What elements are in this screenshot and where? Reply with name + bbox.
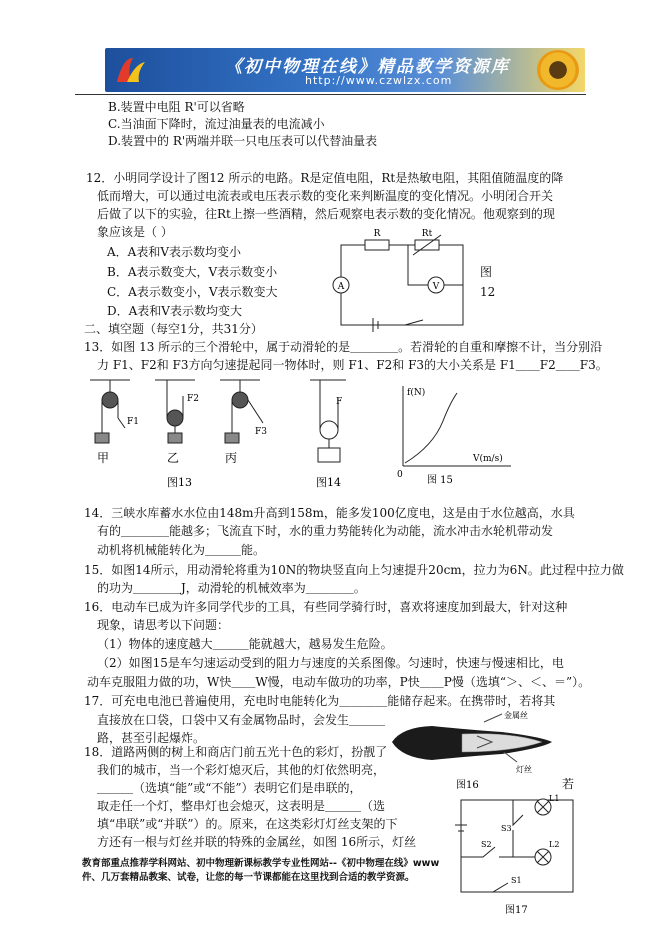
section-heading: 二、填空题（每空1分，共31分） [84,322,263,336]
q18-line: 填“串联”或“并联”）的。原来，在这类彩灯灯丝支架的下 [97,817,398,831]
sunflower-icon [537,50,579,90]
ammeter-label: A [337,282,345,292]
fig15-ylabel: f(N) [407,388,426,398]
fig15-caption: 图 15 [427,475,453,486]
q15-line: 的功为＿＿＿＿J，动滑轮的机械效率为＿＿＿＿。 [97,581,366,595]
q12-line: 象应该是（ ） [97,225,173,239]
fig13-yi: 乙 [167,451,180,465]
figure-16-bulb [392,711,575,791]
fig15-xlabel: V(m/s) [473,454,503,464]
fig13-jia: 甲 [97,451,110,465]
fig16-wire-label: 金属丝 [504,711,528,720]
q18-line: 取走任一个灯，整串灯也会熄灭，这表明是＿＿＿（选 [97,799,386,813]
q14-line: 动机将机械能转化为＿＿＿能。 [97,543,266,557]
banner-url[interactable]: http://www.czwlzx.com [305,74,453,87]
fig13-F1-label: F1 [127,417,139,427]
q17-line: 直接放在口袋，口袋中又有金属物品时，会发生＿＿＿ [97,713,386,727]
voltmeter-label: V [432,282,440,292]
q12-line: 12．小明同学设计了图12 所示的电路。R是定值电阻，Rt是热敏电阻，其阻值随温度的降 [86,171,564,185]
fig13-caption: 图13 [167,476,192,489]
fig16-side-text: 若 [562,777,575,791]
q12-option-b: B．A表示数变大，V表示数变小 [107,265,278,279]
fig17-S3-label: S3 [501,824,512,833]
fig13-F2-label: F2 [187,394,199,404]
figure-15-graph [393,381,523,486]
fig17-caption: 图17 [505,905,528,916]
fig16-filament-label: 灯丝 [516,765,532,774]
q12-option-d: D．A表和V表示数均变大 [107,304,242,318]
q16-line: 现象，请思考以下问题： [97,618,230,632]
q16-line: 动车克服阻力做的功，W快＿＿W慢，电动车做功的功率，P快＿＿P慢（选填“＞、＜、＝”）。 [87,675,591,689]
q14-line: 14．三峡水库蓄水水位由148m升高到158m，能多发100亿度电，这是由于水位越高，水具 [84,506,575,520]
q12-option-a: A．A表和V表示数均变小 [107,245,241,259]
q18-line: 18．道路两侧的树上和商店门前五光十色的彩灯，扮靓了 [84,745,388,759]
q13-line: 13．如图 13 所示的三个滑轮中，属于动滑轮的是＿＿＿＿。若滑轮的自重和摩擦不计，当分别沿 [84,340,603,354]
q18-line: 方还有一根与灯丝并联的特殊的金属丝，如图 16所示，灯丝 [97,835,417,849]
q12-option-c: C．A表示数变小，V表示数变大 [107,285,278,299]
fig14-F-label: F [336,397,343,407]
q18-line: 我们的城市，当一个彩灯熄灭后，其他的灯依然明亮， [97,763,386,777]
fig13-F3-label: F3 [255,427,267,437]
fig14-caption: 图14 [316,476,341,489]
q11-option-c: C.当油面下降时，流过油量表的电流减小 [108,117,325,131]
figure-17-circuit [453,795,583,920]
q12-line: 低而增大，可以通过电流表或电压表示数的变化来判断温度的变化情况。小明闭合开关 [97,189,554,203]
fig15-origin: 0 [397,470,403,480]
figure-14-pulley [308,378,358,488]
header-rule [75,94,586,95]
fig16-caption: 图16 [456,780,479,791]
q18-line: ＿＿＿（选填“能”或“不能”）表明它们是串联的， [97,781,362,795]
fig17-L2-label: L2 [549,840,560,849]
fig13-bing: 丙 [225,451,238,465]
q11-option-d: D.装置中的 R'两端并联一只电压表可以代替油量表 [108,134,378,148]
header-banner [105,48,585,92]
fig12-caption: 图 [480,265,493,279]
fig17-S1-label: S1 [511,876,522,885]
footer-line: 教育部重点推荐学科网站、初中物理新课标教学专业性网站--《初中物理在线》www [82,858,440,869]
q17-line: 17．可充电电池已普遍使用，充电时电能转化为＿＿＿＿能储存起来。在携带时，若将其 [84,694,556,708]
banner-title: 《初中物理在线》精品教学资源库 [225,57,510,77]
q17-line: 路，甚至引起爆炸。 [97,731,206,745]
fig12-R-label: R [373,229,381,239]
figure-12-circuit [333,225,473,330]
q15-line: 15．如图14所示，用动滑轮将重为10N的物块竖直向上匀速提升20cm，拉力为6N。此过程中拉力做 [84,563,624,577]
q14-line: 有的＿＿＿＿能越多；飞流直下时，水的重力势能转化为动能，流水冲击水轮机带动发 [97,524,554,538]
fig12-caption: 12 [480,285,496,299]
footer-line: 件、几万套精品教案、试卷，让您的每一节课都能在这里找到合适的教学资源。 [82,872,415,883]
site-logo-icon [113,54,149,86]
fig17-L1-label: L1 [549,794,560,803]
q12-line: 后做了以下的实验，往Rt上擦一些酒精，然后观察电表示数的变化情况。他观察到的现 [97,207,555,221]
q16-line: （2）如图15是车匀速运动受到的阻力与速度的关系图像。匀速时，快速与慢速相比，电 [97,656,564,670]
q11-option-b: B.装置中电阻 R'可以省略 [108,100,245,114]
q16-line: （1）物体的速度越大＿＿＿能就越大，越易发生危险。 [97,637,393,651]
fig12-Rt-label: Rt [421,229,433,239]
q16-line: 16．电动车已成为许多同学代步的工具，有些同学骑行时，喜欢将速度加到最大，针对这种 [84,600,568,614]
q13-line: 力 F1、F2和 F3方向匀速提起同一物体时，则 F1、F2和 F3的大小关系是 F1＿＿F2＿＿F3。 [97,358,608,372]
figure-13-pulleys [85,378,285,488]
fig17-S2-label: S2 [481,840,492,849]
